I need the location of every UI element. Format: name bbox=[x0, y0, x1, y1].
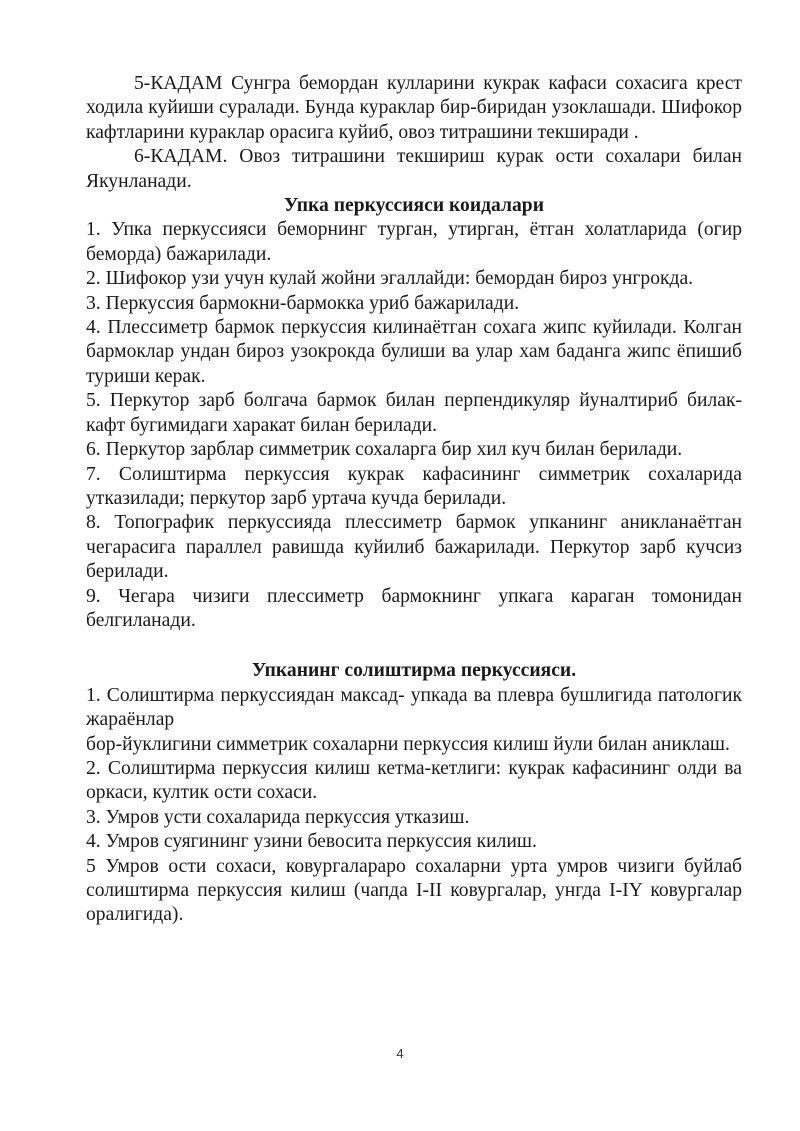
comparative-item: 1. Солиштирма перкуссиядан максад- упкада ва плевра бушлигида патологик жараёнлар bbox=[86, 684, 742, 731]
rule-item: 9. Чегара чизиги плессиметр бармокнинг упкага караган томонидан белгиланади. bbox=[86, 585, 742, 631]
comparative-item: 4. Умров суягининг узини бевосита перкуссия килиш. bbox=[86, 831, 537, 853]
rule-item: 2. Шифокор узи учун кулай жойни эгаллайди: бемордан бироз унгрокда. bbox=[86, 268, 694, 290]
comparative-item: 2. Солиштирма перкуссия килиш кетма-кетлиги: кукрак кафасининг олди ва оркаси, култик ости сохаси. bbox=[86, 757, 742, 804]
rule-item: 7. Солиштирма перкуссия кукрак кафасининг симметрик сохаларида утказилади; перкутор зарб уртача кучда берилади. bbox=[86, 463, 742, 509]
rule-item: 4. Плессиметр бармок перкуссия килинаётган сохага жипс куйилади. Колган бармоклар ундан бироз узокрокда булиши ва улар хам баданга жипс ёпишиб туриши керак. bbox=[86, 317, 742, 387]
section-title-percussion-rules: Упка перкуссияси коидалари bbox=[284, 195, 544, 217]
rule-item: 5. Перкутор зарб болгача бармок билан перпендикуляр йуналтириб билак-кафт бугимидаги харакат билан берилади. bbox=[86, 390, 742, 436]
rule-item: 3. Перкуссия бармокни-бармокка уриб бажарилади. bbox=[86, 292, 520, 314]
rule-item: 6. Перкутор зарблар симметрик сохаларга бир хил куч билан берилади. bbox=[86, 439, 683, 461]
comparative-item: 3. Умров усти сохаларида перкуссия утказиш. bbox=[86, 806, 470, 828]
section-spacer bbox=[86, 633, 742, 659]
comparative-item: бор-йуклигини симметрик сохаларни перкуссия килиш йули билан аниклаш. bbox=[86, 733, 730, 755]
step-6-paragraph: 6-КАДАМ. Овоз титрашини текшириш курак ости сохалари билан Якунланади. bbox=[86, 146, 742, 192]
comparative-item: 5 Умров ости сохаси, ковургалараро сохаларни урта умров чизиги буйлаб солиштирма перкуссия килиш (чапда I-II ковургалар, унгда I-IY ковургалар оралигида). bbox=[86, 855, 742, 926]
document-page bbox=[86, 72, 742, 928]
rule-item: 1. Упка перкуссияси беморнинг турган, утирган, ётган холатларида (огир беморда) бажарилади. bbox=[86, 219, 742, 265]
page-number: 4 bbox=[396, 1046, 404, 1061]
step-5-paragraph: 5-КАДАМ Сунгра бемордан кулларини кукрак кафаси сохасига крест ходила куйиши суралади. Бунда кураклар бир-биридан узоклашади. Шифокор кафтларини кураклар орасига куйиб, овоз титрашини текширади . bbox=[86, 73, 742, 143]
section-title-comparative-percussion: Упканинг солиштирма перкуссияси. bbox=[251, 660, 577, 682]
rule-item: 8. Топографик перкуссияда плессиметр бармок упканинг аникланаётган чегарасига параллел равишда куйилиб бажарилади. Перкутор зарб кучсиз берилади. bbox=[86, 512, 742, 583]
